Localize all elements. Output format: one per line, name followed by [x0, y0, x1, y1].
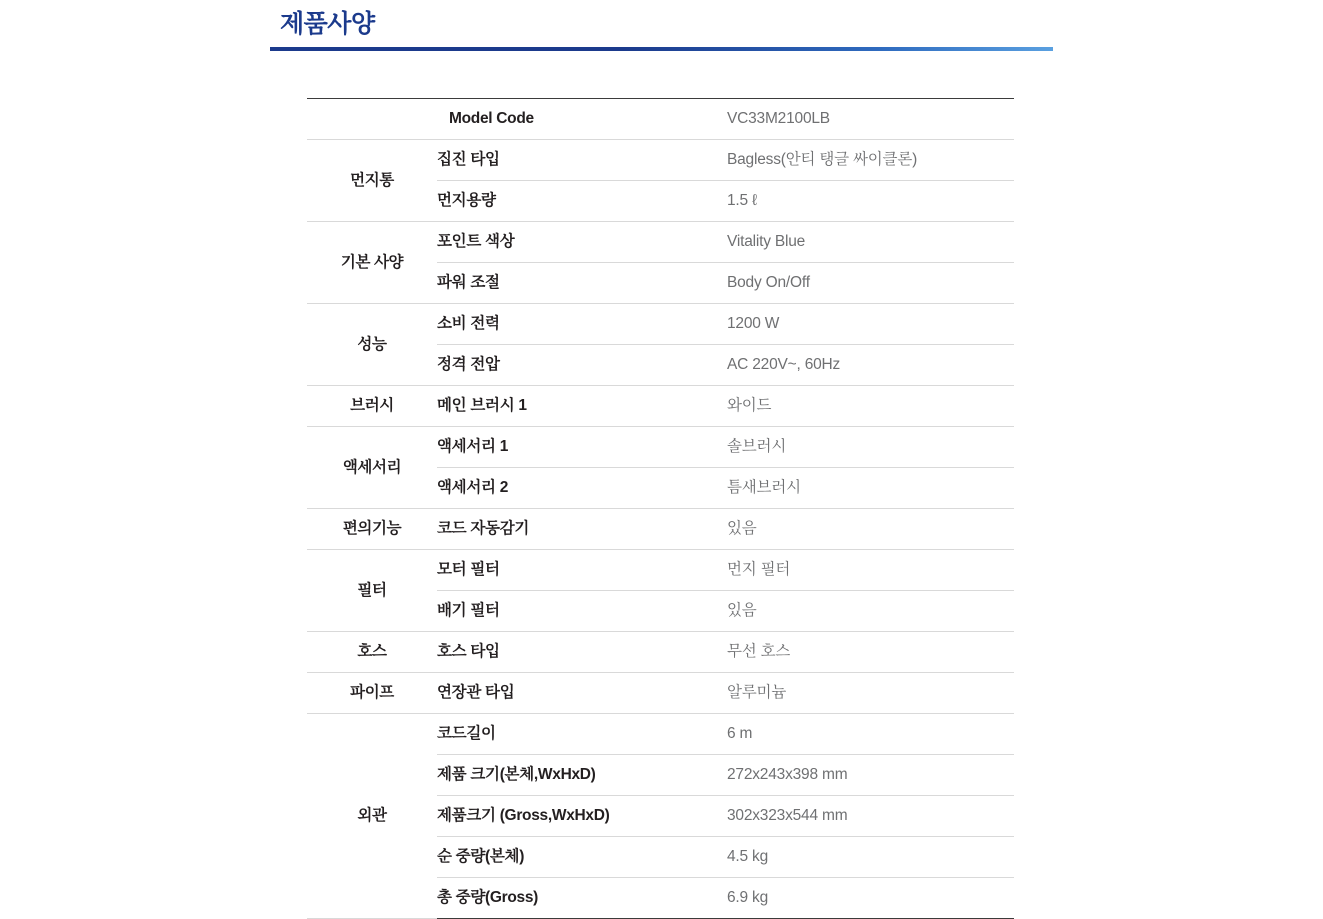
spec-item-value: 먼지 필터 [727, 550, 1014, 591]
spec-item-value: AC 220V~, 60Hz [727, 345, 1014, 386]
spec-item-value: 4.5 kg [727, 837, 1014, 878]
spec-group-label: 성능 [307, 304, 437, 386]
spec-item-label: 총 중량(Gross) [437, 878, 727, 919]
spec-group-label: 브러시 [307, 386, 437, 427]
spec-item-label: 메인 브러시 1 [437, 386, 727, 427]
table-row [307, 673, 1014, 714]
spec-item-value: Vitality Blue [727, 222, 1014, 263]
spec-item-value: 있음 [727, 591, 1014, 632]
spec-item-value: 1.5 ℓ [727, 181, 1014, 222]
spec-item-label: 소비 전력 [437, 304, 727, 345]
spec-item-value: 틈새브러시 [727, 468, 1014, 509]
spec-item-value: VC33M2100LB [727, 99, 1014, 140]
spec-item-label: 파워 조절 [437, 263, 727, 304]
spec-item-label: 코드 자동감기 [437, 509, 727, 550]
spec-item-label: 모터 필터 [437, 550, 727, 591]
spec-group-label: 편의기능 [307, 509, 437, 550]
spec-item-label: 연장관 타입 [437, 673, 727, 714]
spec-group-label: 외관 [307, 714, 437, 919]
spec-item-value: 302x323x544 mm [727, 796, 1014, 837]
table-row [307, 550, 1014, 591]
spec-item-value: 무선 호스 [727, 632, 1014, 673]
table-row [307, 632, 1014, 673]
spec-item-label: 포인트 색상 [437, 222, 727, 263]
spec-item-label: 배기 필터 [437, 591, 727, 632]
page-title: 제품사양 [280, 10, 375, 38]
spec-item-value: 있음 [727, 509, 1014, 550]
spec-group-label: 호스 [307, 632, 437, 673]
spec-table-container [307, 98, 1014, 919]
spec-item-value: 와이드 [727, 386, 1014, 427]
spec-item-label: 제품크기 (Gross,WxHxD) [437, 796, 727, 837]
spec-item-label: 액세서리 1 [437, 427, 727, 468]
spec-item-value: Bagless(안티 탱글 싸이클론) [727, 140, 1014, 181]
spec-item-label: 코드길이 [437, 714, 727, 755]
spec-table [307, 98, 1014, 919]
spec-group-label: 필터 [307, 550, 437, 632]
table-row [307, 714, 1014, 755]
spec-item-label: 액세서리 2 [437, 468, 727, 509]
page-header [270, 8, 1053, 51]
table-row [307, 427, 1014, 468]
spec-item-label: 집진 타입 [437, 140, 727, 181]
spec-item-value: 6.9 kg [727, 878, 1014, 919]
spec-item-label: 제품 크기(본체,WxHxD) [437, 755, 727, 796]
table-row [307, 386, 1014, 427]
spec-group-label: 기본 사양 [307, 222, 437, 304]
spec-item-label: 먼지용량 [437, 181, 727, 222]
spec-table-body [307, 99, 1014, 919]
spec-item-label: Model Code [437, 99, 727, 140]
spec-group-label: 파이프 [307, 673, 437, 714]
spec-group-label: 먼지통 [307, 140, 437, 222]
table-row [307, 99, 1014, 140]
spec-item-value: Body On/Off [727, 263, 1014, 304]
spec-group-label [307, 99, 437, 140]
spec-item-value: 솔브러시 [727, 427, 1014, 468]
table-row [307, 509, 1014, 550]
title-divider [270, 47, 1053, 51]
spec-item-label: 호스 타입 [437, 632, 727, 673]
spec-group-label: 액세서리 [307, 427, 437, 509]
spec-item-label: 순 중량(본체) [437, 837, 727, 878]
spec-item-value: 6 m [727, 714, 1014, 755]
spec-item-value: 272x243x398 mm [727, 755, 1014, 796]
table-row [307, 304, 1014, 345]
table-row [307, 140, 1014, 181]
table-row [307, 222, 1014, 263]
spec-item-value: 알루미늄 [727, 673, 1014, 714]
spec-item-value: 1200 W [727, 304, 1014, 345]
spec-item-label: 정격 전압 [437, 345, 727, 386]
